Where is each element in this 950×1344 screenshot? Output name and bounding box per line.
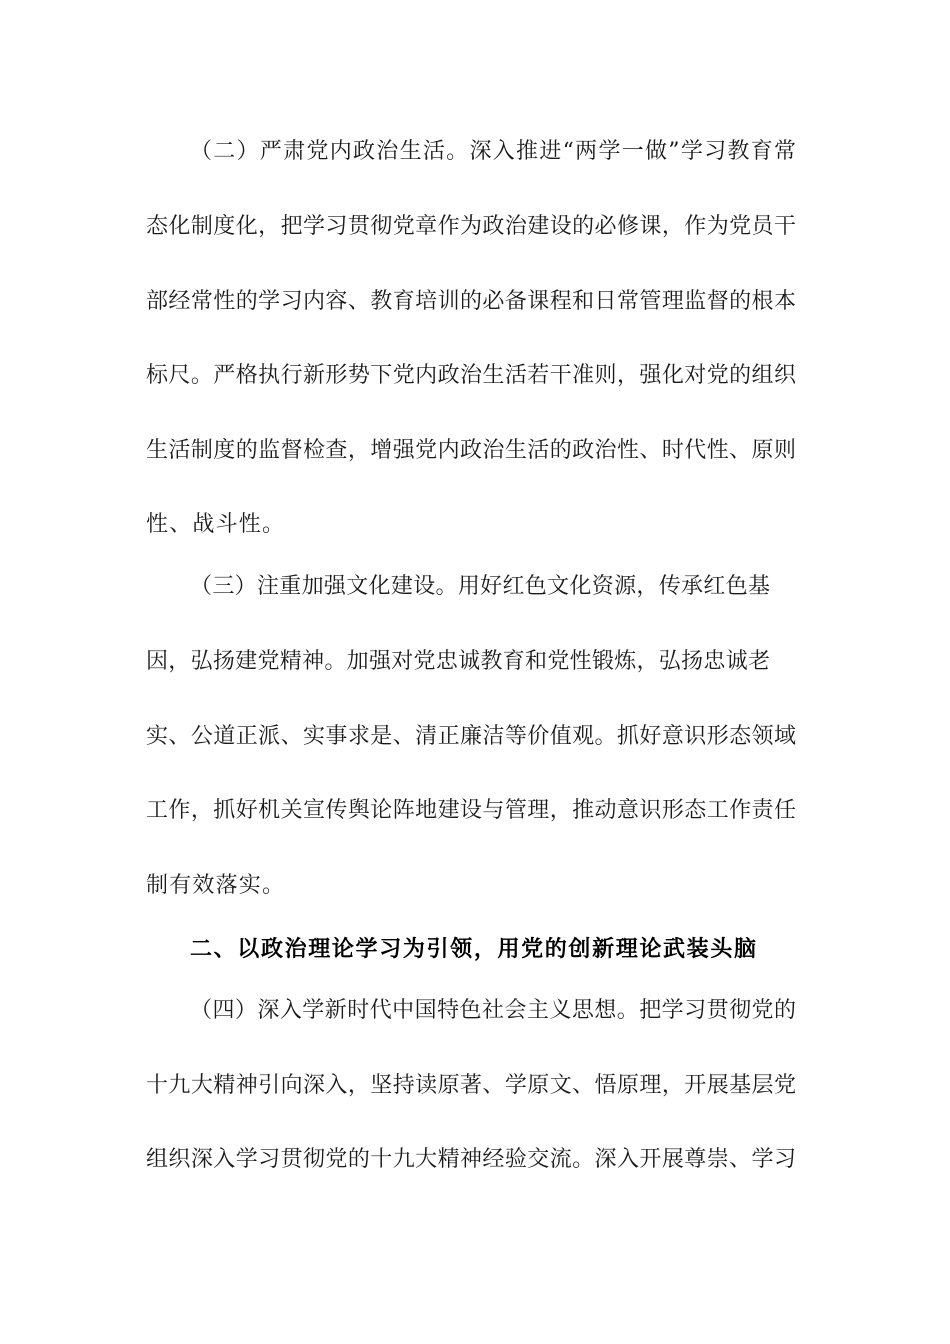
- section-heading: 二、以政治理论学习为引领，用党的创新理论武装头脑: [190, 936, 756, 962]
- paragraph-3-line-1: （三）注重加强文化建设。用好红色文化资源，传承红色基: [190, 574, 770, 599]
- paragraph-2-line-5: 生活制度的监督检查，增强党内政治生活的政治性、时代性、原则: [146, 438, 796, 463]
- paragraph-3-line-5: 制有效落实。: [146, 873, 286, 898]
- paragraph-2-line-2: 态化制度化，把学习贯彻党章作为政治建设的必修课，作为党员干: [146, 214, 796, 239]
- paragraph-3-line-2: 因，弘扬建党精神。加强对党忠诚教育和党性锻炼，弘扬忠诚老: [146, 649, 770, 674]
- paragraph-3-line-4: 工作，抓好机关宣传舆论阵地建设与管理，推动意识形态工作责任: [146, 798, 796, 823]
- paragraph-2-line-6: 性、战斗性。: [146, 512, 286, 537]
- paragraph-2-line-4: 标尺。严格执行新形势下党内政治生活若干准则，强化对党的组织: [146, 363, 796, 388]
- paragraph-4-line-3: 组织深入学习贯彻党的十九大精神经验交流。深入开展尊崇、学习: [146, 1147, 796, 1172]
- paragraph-2-line-3: 部经常性的学习内容、教育培训的必备课程和日常管理监督的根本: [146, 289, 796, 314]
- paragraph-2-line-1: （二）严肃党内政治生活。深入推进“两学一做”学习教育常: [190, 139, 796, 164]
- paragraph-3-line-3: 实、公道正派、实事求是、清正廉洁等价值观。抓好意识形态领域: [146, 724, 796, 749]
- paragraph-4-line-2: 十九大精神引向深入，坚持读原著、学原文、悟原理，开展基层党: [146, 1073, 796, 1098]
- paragraph-4-line-1: （四）深入学新时代中国特色社会主义思想。把学习贯彻党的: [190, 998, 796, 1023]
